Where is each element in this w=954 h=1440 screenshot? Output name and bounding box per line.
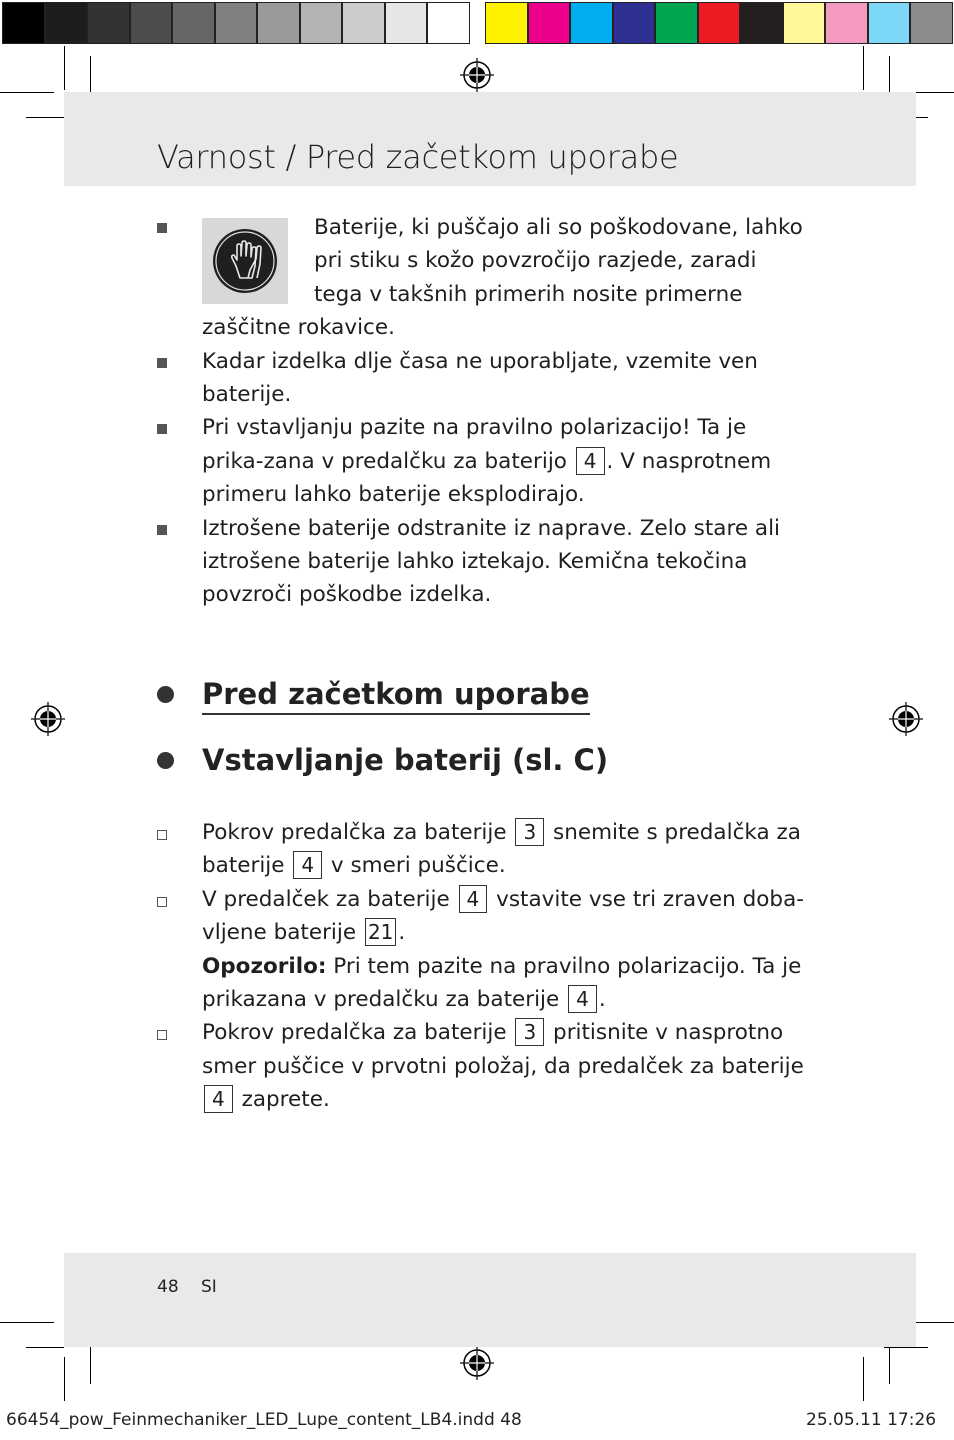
page-number: 48 xyxy=(157,1277,179,1297)
registration-mark-icon xyxy=(31,702,65,736)
crop-mark xyxy=(884,1347,928,1348)
checkbox-bullet-icon xyxy=(157,830,167,840)
crop-mark xyxy=(863,1357,864,1401)
gray-swatch xyxy=(2,2,45,44)
note-label: Opozorilo: xyxy=(202,953,327,979)
gray-swatch xyxy=(130,2,173,44)
gray-swatch xyxy=(87,2,130,44)
section-heading xyxy=(157,740,807,780)
gray-swatch xyxy=(257,2,300,44)
print-slug-datetime: 25.05.11 17:26 xyxy=(806,1410,937,1430)
gray-swatch xyxy=(45,2,88,44)
footer-band xyxy=(64,1253,916,1347)
part-reference: 4 xyxy=(576,447,605,475)
protective-gloves-icon xyxy=(202,218,288,304)
step-text xyxy=(202,816,807,883)
round-bullet-icon xyxy=(157,752,174,769)
part-reference: 4 xyxy=(459,885,488,913)
round-bullet-icon xyxy=(157,686,174,703)
color-swatch xyxy=(698,2,741,44)
color-swatch xyxy=(655,2,698,44)
instruction-step xyxy=(157,1016,807,1116)
text-part: . xyxy=(398,920,406,946)
instruction-step xyxy=(157,816,807,883)
gray-swatch xyxy=(427,2,470,44)
square-bullet-icon xyxy=(157,358,167,368)
page-title: Varnost / Pred začetkom uporabe xyxy=(157,138,679,176)
text-part: Pokrov predalčka za baterije xyxy=(202,819,507,845)
registration-mark-icon xyxy=(460,58,494,92)
gray-swatch xyxy=(300,2,343,44)
page-content xyxy=(157,210,807,1117)
text-part: V predalček za baterije xyxy=(202,886,450,912)
color-calibration-bar xyxy=(0,0,954,46)
gray-swatch xyxy=(215,2,258,44)
text-part: pritisnite v nasprotno smer puščice v prvotni položaj, da predalček za baterije xyxy=(202,1020,804,1079)
text-part: Pri tem pazite na pravilno polarizacijo. Ta je prikazana v predalčku za baterije xyxy=(202,953,802,1012)
step-text xyxy=(202,883,807,950)
instruction-step xyxy=(157,883,807,1017)
safety-item xyxy=(157,512,807,612)
color-swatch xyxy=(868,2,911,44)
crop-mark xyxy=(26,117,64,118)
color-swatch xyxy=(783,2,826,44)
color-swatch xyxy=(485,2,528,44)
safety-item xyxy=(157,210,807,345)
safety-item-text: Baterije, ki puščajo ali so poškodovane, lahko pri stiku s kožo povzročijo razjede, zaradi tega v takšnih primerih nosite primerne zaščitne rokavice. xyxy=(202,215,803,341)
color-swatch xyxy=(825,2,868,44)
color-swatch xyxy=(613,2,656,44)
crop-mark xyxy=(64,1357,65,1401)
color-swatch xyxy=(570,2,613,44)
color-swatch xyxy=(740,2,783,44)
safety-item-text xyxy=(202,411,807,511)
part-reference: 4 xyxy=(293,851,322,879)
section-heading xyxy=(157,674,807,714)
color-swatch xyxy=(910,2,953,44)
square-bullet-icon xyxy=(157,223,167,233)
crop-mark xyxy=(26,1347,64,1348)
step-text xyxy=(202,1016,807,1116)
text-part: zaprete. xyxy=(241,1087,330,1113)
text-part: vstavite vse tri zraven doba-vljene baterije xyxy=(202,886,805,946)
gray-swatch xyxy=(385,2,428,44)
gray-swatch xyxy=(172,2,215,44)
text-part: Pri vstavljanju pazite na pravilno polarizacijo! Ta je prika-zana v predalčku za baterijo xyxy=(202,415,747,474)
gray-swatch xyxy=(342,2,385,44)
crop-mark xyxy=(0,1322,54,1323)
text-part: Pokrov predalčka za baterije xyxy=(202,1020,507,1046)
text-part: . V nasprotnem primeru lahko baterije eksplodirajo. xyxy=(202,448,772,508)
color-swatch xyxy=(528,2,571,44)
safety-item xyxy=(157,411,807,511)
print-slug-filename: 66454_pow_Feinmechaniker_LED_Lupe_content_LB4.indd 48 xyxy=(6,1410,522,1430)
registration-mark-icon xyxy=(889,702,923,736)
part-reference: 4 xyxy=(204,1085,233,1113)
crop-mark xyxy=(0,92,54,93)
note-text xyxy=(202,950,807,1017)
part-reference: 3 xyxy=(515,818,544,846)
safety-item-text: Kadar izdelka dlje časa ne uporabljate, vzemite ven baterije. xyxy=(202,348,758,408)
part-reference: 3 xyxy=(515,1018,544,1046)
text-part: snemite s predalčka za baterije xyxy=(202,819,801,879)
part-reference: 4 xyxy=(568,985,597,1013)
part-reference: 21 xyxy=(365,918,396,946)
section-heading-text: Vstavljanje baterij (sl. C) xyxy=(202,742,609,777)
language-code: SI xyxy=(201,1277,217,1297)
checkbox-bullet-icon xyxy=(157,1030,167,1040)
safety-item-text: Iztrošene baterije odstranite iz naprave. Zelo stare ali iztrošene baterije lahko iztekajo. Kemična tekočina povzroči poškodbe izdelka. xyxy=(202,515,781,608)
checkbox-bullet-icon xyxy=(157,897,167,907)
square-bullet-icon xyxy=(157,525,167,535)
text-part: v smeri puščice. xyxy=(330,853,506,879)
safety-item xyxy=(157,345,807,412)
square-bullet-icon xyxy=(157,424,167,434)
section-heading-text: Pred začetkom uporabe xyxy=(202,677,590,715)
crop-mark xyxy=(863,46,864,90)
crop-mark xyxy=(64,46,65,90)
text-part: . xyxy=(598,986,606,1012)
registration-mark-icon xyxy=(460,1346,494,1380)
